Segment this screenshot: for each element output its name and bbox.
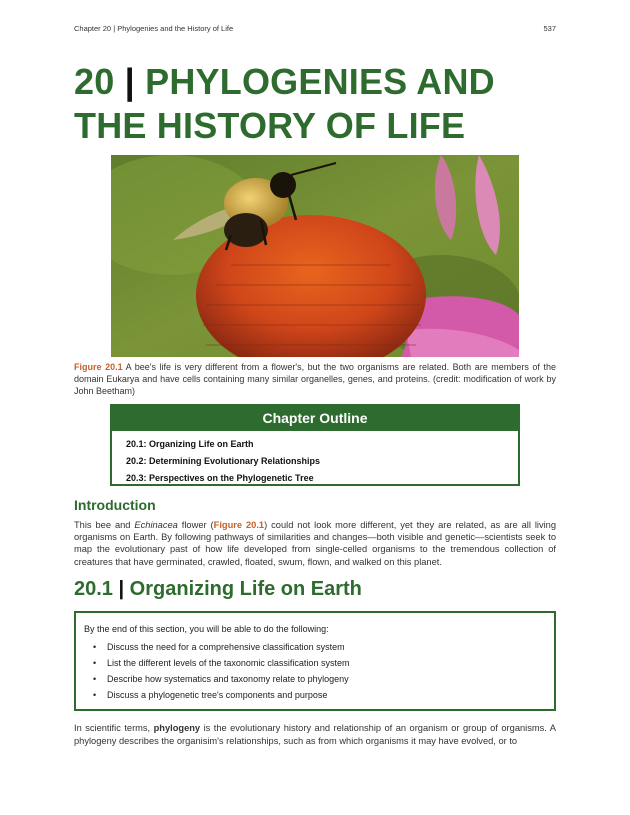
objective-text: Discuss a phylogenetic tree's components and purpose [107, 690, 328, 700]
chapter-outline [110, 404, 520, 486]
chapter-outline-list [112, 431, 518, 487]
body-text-2: is the evolutionary history and relationship of an organism or group of organisms. A phylogeny describes the organisim's relationships, such as from which organisms it may have evolved, or to [74, 723, 556, 746]
introduction-paragraph [74, 519, 556, 568]
outline-item[interactable]: 20.2: Determining Evolutionary Relationships [126, 456, 321, 466]
intro-text-2: flower ( [177, 520, 214, 530]
outline-item[interactable]: 20.1: Organizing Life on Earth [126, 439, 254, 449]
chapter-title-text-2: THE HISTORY OF LIFE [74, 105, 466, 146]
figure-label: Figure 20.1 [74, 362, 123, 372]
objective-text: Describe how systematics and taxonomy relate to phylogeny [107, 674, 349, 684]
outline-item[interactable]: 20.3: Perspectives on the Phylogenetic Tree [126, 473, 314, 483]
section-title-text: Organizing Life on Earth [129, 578, 362, 600]
bullet-icon: • [93, 642, 97, 652]
chapter-title-line-1 [74, 60, 564, 104]
objective-item [84, 639, 544, 655]
section-separator: | [118, 578, 125, 600]
running-header [74, 24, 556, 33]
section-number: 20.1 [74, 578, 113, 600]
figure-caption-text: A bee's life is very different from a flower's, but the two organisms are related. Both are members of the domain Eukarya and have cells containing many similar organelles, genes, and proteins. (credit: modification of work by John Beetham) [74, 362, 556, 396]
intro-italic-term: Echinacea [134, 520, 178, 530]
title-separator: | [124, 61, 135, 102]
bullet-icon: • [93, 690, 97, 700]
objective-item [84, 671, 544, 687]
learning-objectives-box [74, 611, 556, 711]
body-paragraph [74, 722, 556, 747]
page-number: 537 [543, 24, 556, 33]
header-chapter: Chapter 20 | Phylogenies and the History of Life [74, 24, 234, 33]
bullet-icon: • [93, 658, 97, 668]
intro-text-1: This bee and [74, 520, 135, 530]
objectives-intro: By the end of this section, you will be able to do the following: [84, 624, 329, 634]
intro-text-3: ) could not look more different, yet they are related, as are all living organisms on Earth. By following pathways of similarities and changes—both visible and genetic—scientists seek to map the evolutionary past of how life developed from single-celled organisms to the tremendous collection of creatures that have germinated, crawled, floated, swum, flown, and walked on this planet. [74, 520, 557, 567]
bullet-icon: • [93, 674, 97, 684]
introduction-heading: Introduction [74, 497, 156, 513]
figure-reference-link[interactable]: Figure 20.1 [213, 520, 265, 530]
objective-text: List the different levels of the taxonomic classification system [107, 658, 350, 668]
chapter-title-text-1: PHYLOGENIES AND [145, 61, 495, 102]
figure-photo-bee-on-echinacea [111, 155, 519, 357]
objective-item [84, 655, 544, 671]
chapter-outline-heading: Chapter Outline [112, 406, 518, 431]
chapter-number: 20 [74, 61, 115, 102]
body-text-1: In scientific terms, [74, 723, 154, 733]
section-title [74, 578, 362, 601]
key-term-phylogeny: phylogeny [153, 723, 201, 733]
objective-item [84, 687, 544, 703]
chapter-title [74, 60, 564, 148]
objective-text: Discuss the need for a comprehensive classification system [107, 642, 345, 652]
figure-caption [74, 361, 556, 397]
